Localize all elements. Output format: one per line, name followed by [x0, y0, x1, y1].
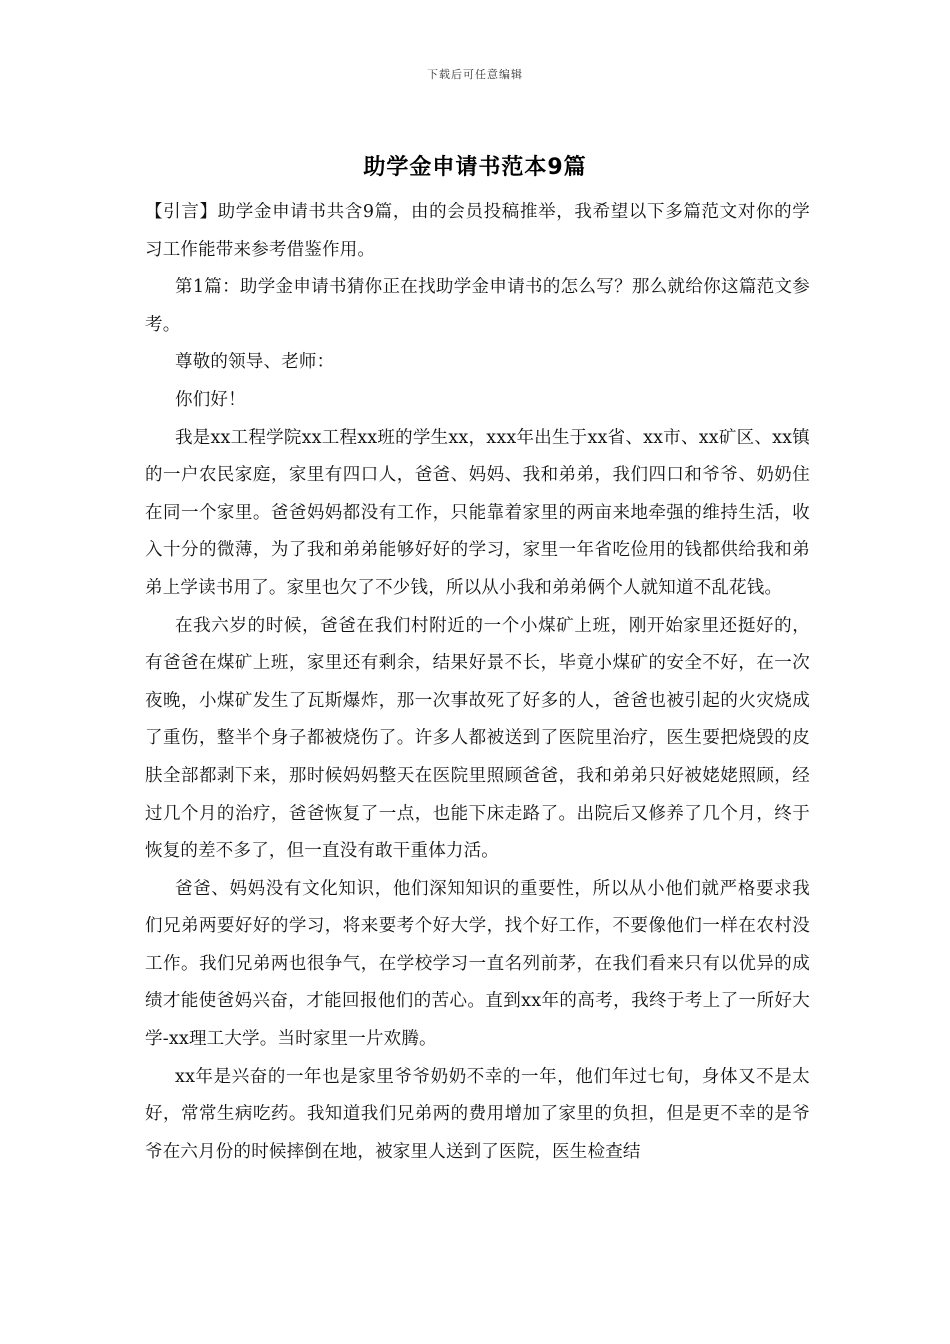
paragraph: 我是xx工程学院xx工程xx班的学生xx，xxx年出生于xx省、xx市、xx矿区、xx镇的一户农民家庭，家里有四口人，爸爸、妈妈、我和弟弟，我们四口和爷爷、奶奶住在同一个家里。爸爸妈妈都没有工作，只能靠着家里的两亩来地牵强的维持生活，收入十分的微薄，为了我和弟弟能够好好的学习，家里一年省吃俭用的钱都供给我和弟弟上学读书用了。家里也欠了不少钱，所以从小我和弟弟俩个人就知道不乱花钱。 [145, 427, 810, 598]
intro-paragraph: 【引言】助学金申请书共含9篇，由的会员投稿推举，我希望以下多篇范文对你的学习工作能带来参考借鉴作用。 [145, 202, 810, 260]
document-body [145, 194, 810, 1171]
paragraph: 第1篇：助学金申请书猜你正在找助学金申请书的怎么写？那么就给你这篇范文参考。 [145, 277, 810, 335]
document-title: 助学金申请书范本9篇 [363, 155, 587, 180]
paragraph: xx年是兴奋的一年也是家里爷爷奶奶不幸的一年，他们年过七旬，身体又不是太好，常常生病吃药。我知道我们兄弟两的费用增加了家里的负担，但是更不幸的是爷爷在六月份的时候摔倒在地，被家里人送到了医院，医生检查结 [145, 1066, 810, 1162]
salutation: 尊敬的领导、老师： [175, 352, 335, 373]
greeting: 你们好！ [175, 389, 246, 410]
paragraph: 在我六岁的时候，爸爸在我们村附近的一个小煤矿上班，刚开始家里还挺好的，有爸爸在煤矿上班，家里还有剩余，结果好景不长，毕竟小煤矿的安全不好，在一次夜晚，小煤矿发生了瓦斯爆炸，那一次事故死了好多的人，爸爸也被引起的火灾烧成了重伤，整半个身子都被烧伤了。许多人都被送到了医院里治疗，医生要把烧毁的皮肤全部都剥下来，那时候妈妈整天在医院里照顾爸爸，我和弟弟只好被姥姥照顾，经过几个月的治疗，爸爸恢复了一点，也能下床走路了。出院后又修养了几个月，终于恢复的差不多了，但一直没有敢干重体力活。 [145, 615, 810, 862]
header-note: 下载后可任意编辑 [427, 68, 523, 81]
paragraph: 爸爸、妈妈没有文化知识，他们深知知识的重要性，所以从小他们就严格要求我们兄弟两要好好的学习，将来要考个好大学，找个好工作，不要像他们一样在农村没工作。我们兄弟两也很争气，在学校学习一直名列前茅，在我们看来只有以优异的成绩才能使爸妈兴奋，才能回报他们的苦心。直到xx年的高考，我终于考上了一所好大学-xx理工大学。当时家里一片欢腾。 [145, 878, 810, 1050]
